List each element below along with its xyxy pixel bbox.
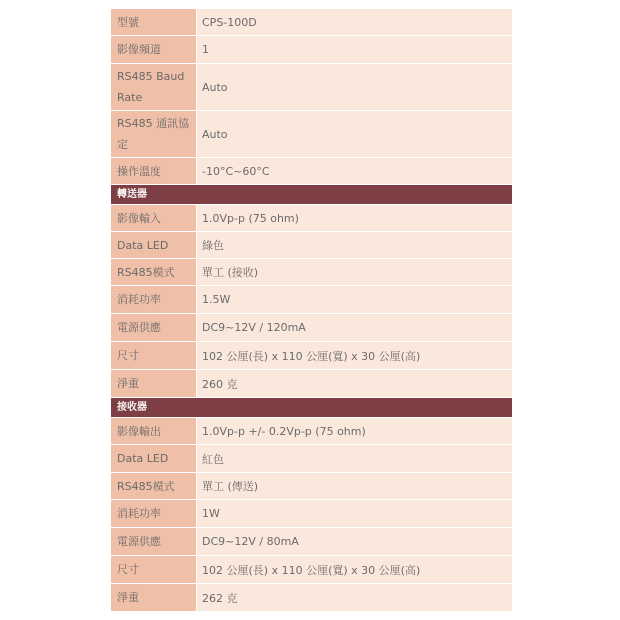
spec-label: 消耗功率	[111, 286, 196, 313]
spec-value: CPS-100D	[196, 9, 512, 35]
spec-value: 1W	[196, 500, 512, 527]
spec-label: RS485模式	[111, 473, 196, 499]
spec-value: 紅色	[196, 445, 512, 472]
spec-label: RS485 通訊協定	[111, 111, 196, 157]
spec-value: Auto	[196, 64, 512, 110]
spec-label: 型號	[111, 9, 196, 35]
spec-row-protocol	[111, 111, 512, 158]
spec-row	[111, 205, 512, 232]
spec-row-model	[111, 9, 512, 36]
spec-row	[111, 556, 512, 584]
spec-label: 淨重	[111, 584, 196, 611]
spec-label: 影像輸出	[111, 418, 196, 444]
spec-value: 260 克	[196, 370, 512, 397]
spec-value: 102 公厘(長) x 110 公厘(寬) x 30 公厘(高)	[196, 556, 512, 583]
spec-value: DC9~12V / 80mA	[196, 528, 512, 555]
spec-value: 1.0Vp-p (75 ohm)	[196, 205, 512, 231]
spec-row	[111, 259, 512, 286]
spec-label: 電源供應	[111, 314, 196, 341]
spec-row	[111, 584, 512, 612]
spec-value: 綠色	[196, 232, 512, 258]
spec-label: 尺寸	[111, 342, 196, 369]
spec-row	[111, 500, 512, 528]
spec-label: 淨重	[111, 370, 196, 397]
spec-label: 尺寸	[111, 556, 196, 583]
spec-row	[111, 286, 512, 314]
spec-label: 影像頻道	[111, 36, 196, 63]
spec-label: RS485模式	[111, 259, 196, 285]
spec-label: 影像輸入	[111, 205, 196, 231]
spec-row	[111, 314, 512, 342]
spec-table	[111, 9, 512, 612]
spec-label: RS485 Baud Rate	[111, 64, 196, 110]
spec-label: 消耗功率	[111, 500, 196, 527]
spec-value: -10°C~60°C	[196, 158, 512, 184]
spec-label: 操作溫度	[111, 158, 196, 184]
spec-value: 1.0Vp-p +/- 0.2Vp-p (75 ohm)	[196, 418, 512, 444]
spec-value: 262 克	[196, 584, 512, 611]
spec-value: 1	[196, 36, 512, 63]
spec-label: Data LED	[111, 232, 196, 258]
spec-row-channels	[111, 36, 512, 64]
spec-value: 單工 (傳送)	[196, 473, 512, 499]
spec-row	[111, 445, 512, 473]
spec-value: 單工 (接收)	[196, 259, 512, 285]
spec-row	[111, 418, 512, 445]
spec-label: Data LED	[111, 445, 196, 472]
spec-row	[111, 342, 512, 370]
spec-value: 1.5W	[196, 286, 512, 313]
spec-row-baud-rate	[111, 64, 512, 111]
spec-value: 102 公厘(長) x 110 公厘(寬) x 30 公厘(高)	[196, 342, 512, 369]
spec-value: DC9~12V / 120mA	[196, 314, 512, 341]
spec-row-temperature	[111, 158, 512, 185]
spec-value: Auto	[196, 111, 512, 157]
section-header-transmitter: 轉送器	[111, 185, 512, 205]
spec-row	[111, 370, 512, 398]
spec-label: 電源供應	[111, 528, 196, 555]
spec-row	[111, 473, 512, 500]
section-header-receiver: 接收器	[111, 398, 512, 418]
spec-row	[111, 232, 512, 259]
spec-row	[111, 528, 512, 556]
